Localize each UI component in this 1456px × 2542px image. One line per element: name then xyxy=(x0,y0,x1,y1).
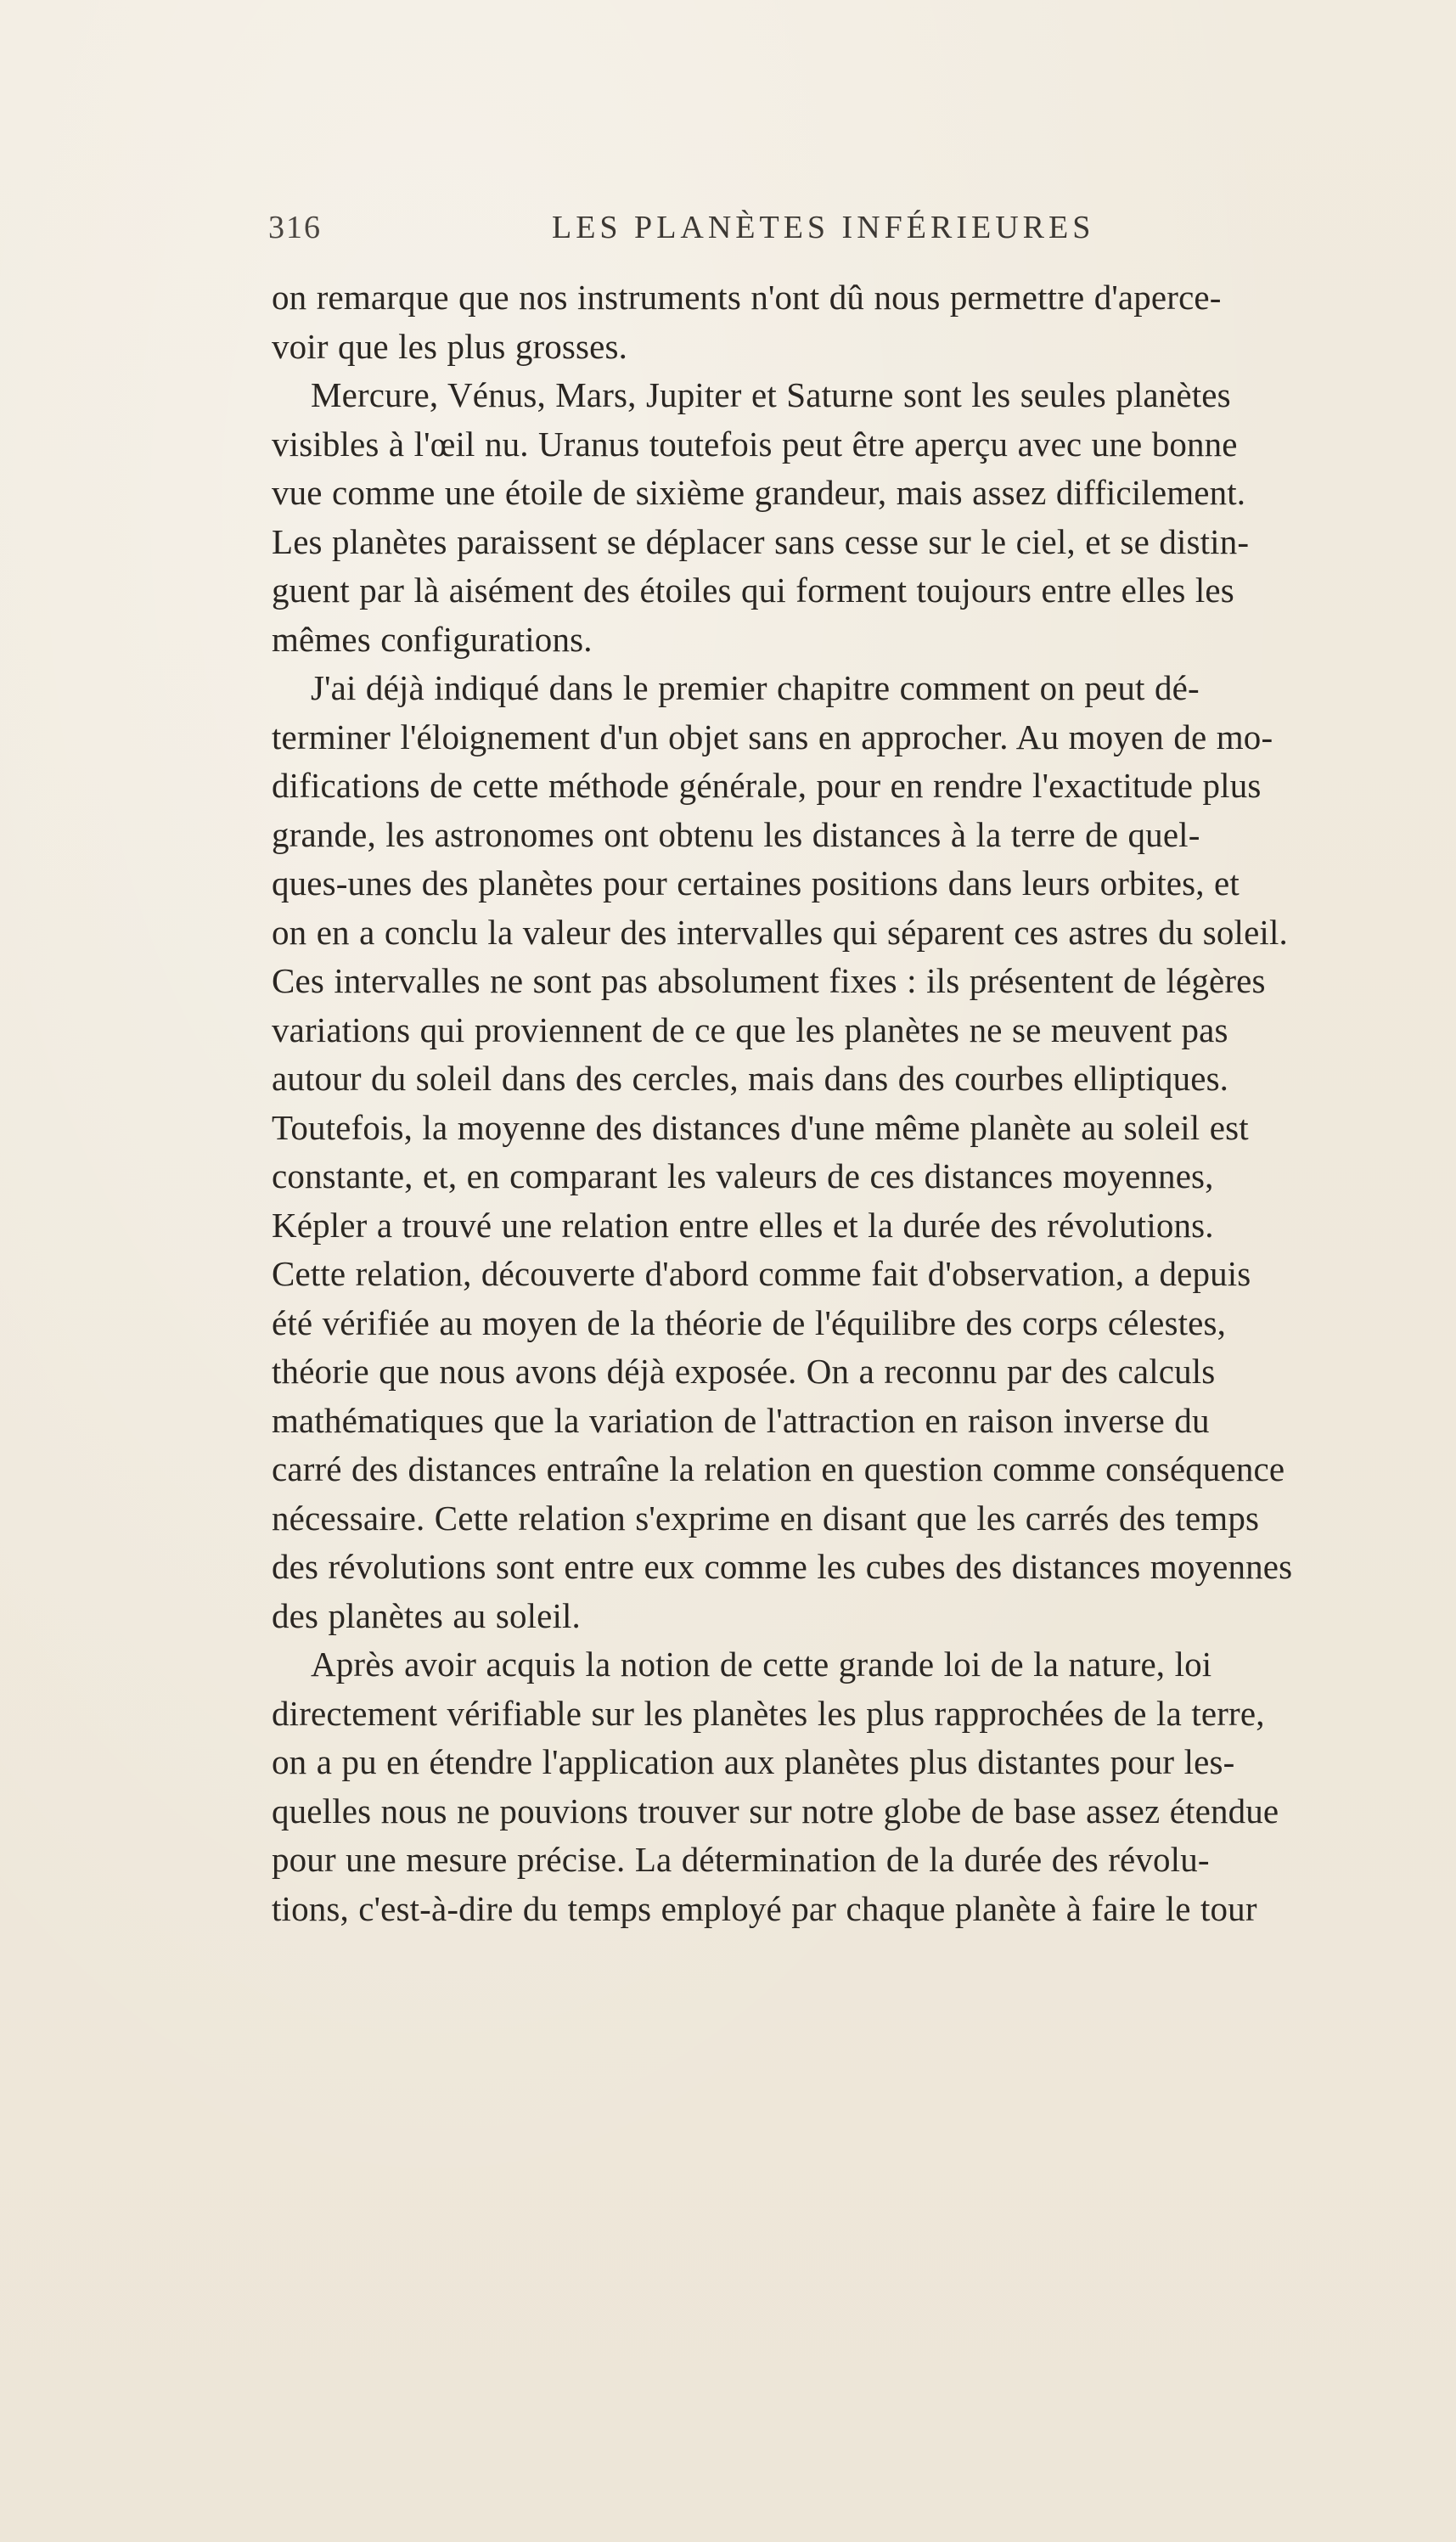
paragraph-2: Mercure, Vénus, Mars, Jupiter et Saturne sont les seules planètes visibles à l'œil nu. Uranus toutefois peut être aperçu avec une bonne vue comme une étoile de sixième grandeur, mais assez difficilement. Les planètes paraissent se déplacer sans cesse sur le ciel, et se distin- guent par là aisément des étoiles qui forment toujours entre elles les mêmes configurations. xyxy=(272,375,1250,659)
paragraph-4: Après avoir acquis la notion de cette grande loi de la nature, loi directement vérifiable sur les planètes les plus rapprochées de la terre, on a pu en étendre l'application aux planètes plus distantes pour les- quelles nous ne pouvions trouver sur notre globe de base assez étendue pour une mesure précise. La détermination de la durée des révolu- tions, c'est-à-dire du temps employé par chaque planète à faire le tour xyxy=(272,1645,1279,1928)
paragraph-1: on remarque que nos instruments n'ont dû nous permettre d'aperce- voir que les plus grosses. xyxy=(272,278,1222,366)
body-text xyxy=(272,273,1377,1933)
page-number: 316 xyxy=(268,210,322,245)
running-head xyxy=(268,209,1406,260)
running-title: LES PLANÈTES INFÉRIEURES xyxy=(552,210,1095,245)
paragraph-3: J'ai déjà indiqué dans le premier chapitre comment on peut dé- terminer l'éloignement d'un objet sans en approcher. Au moyen de mo- difications de cette méthode générale, pour en rendre l'exactitude plus grande, les astronomes ont obtenu les distances à la terre de quel- ques-unes des planètes pour certaines positions dans leurs orbites, et on en a conclu la valeur des intervalles qui séparent ces astres du soleil. Ces intervalles ne sont pas absolument fixes : ils présentent de légères variations qui proviennent de ce que les planètes ne se meuvent pas autour du soleil dans des cercles, mais dans des courbes elliptiques. Toutefois, la moyenne des distances d'une même planète au soleil est constante, et, en comparant les valeurs de ces distances moyennes, Képler a trouvé une relation entre elles et la durée des révolutions. Cette relation, découverte d'abord comme fait d'observation, a depuis été vérifiée au moyen de la théorie de l'équilibre des corps célestes, théorie que nous avons déjà exposée. On a reconnu par des calculs mathématiques que la variation de l'attraction en raison inverse du carré des distances entraîne la relation en question comme conséquence nécessaire. Cette relation s'exprime en disant que les carrés des temps des révolutions sont entre eux comme les cubes des distances moyennes des planètes au soleil. xyxy=(272,668,1293,1635)
